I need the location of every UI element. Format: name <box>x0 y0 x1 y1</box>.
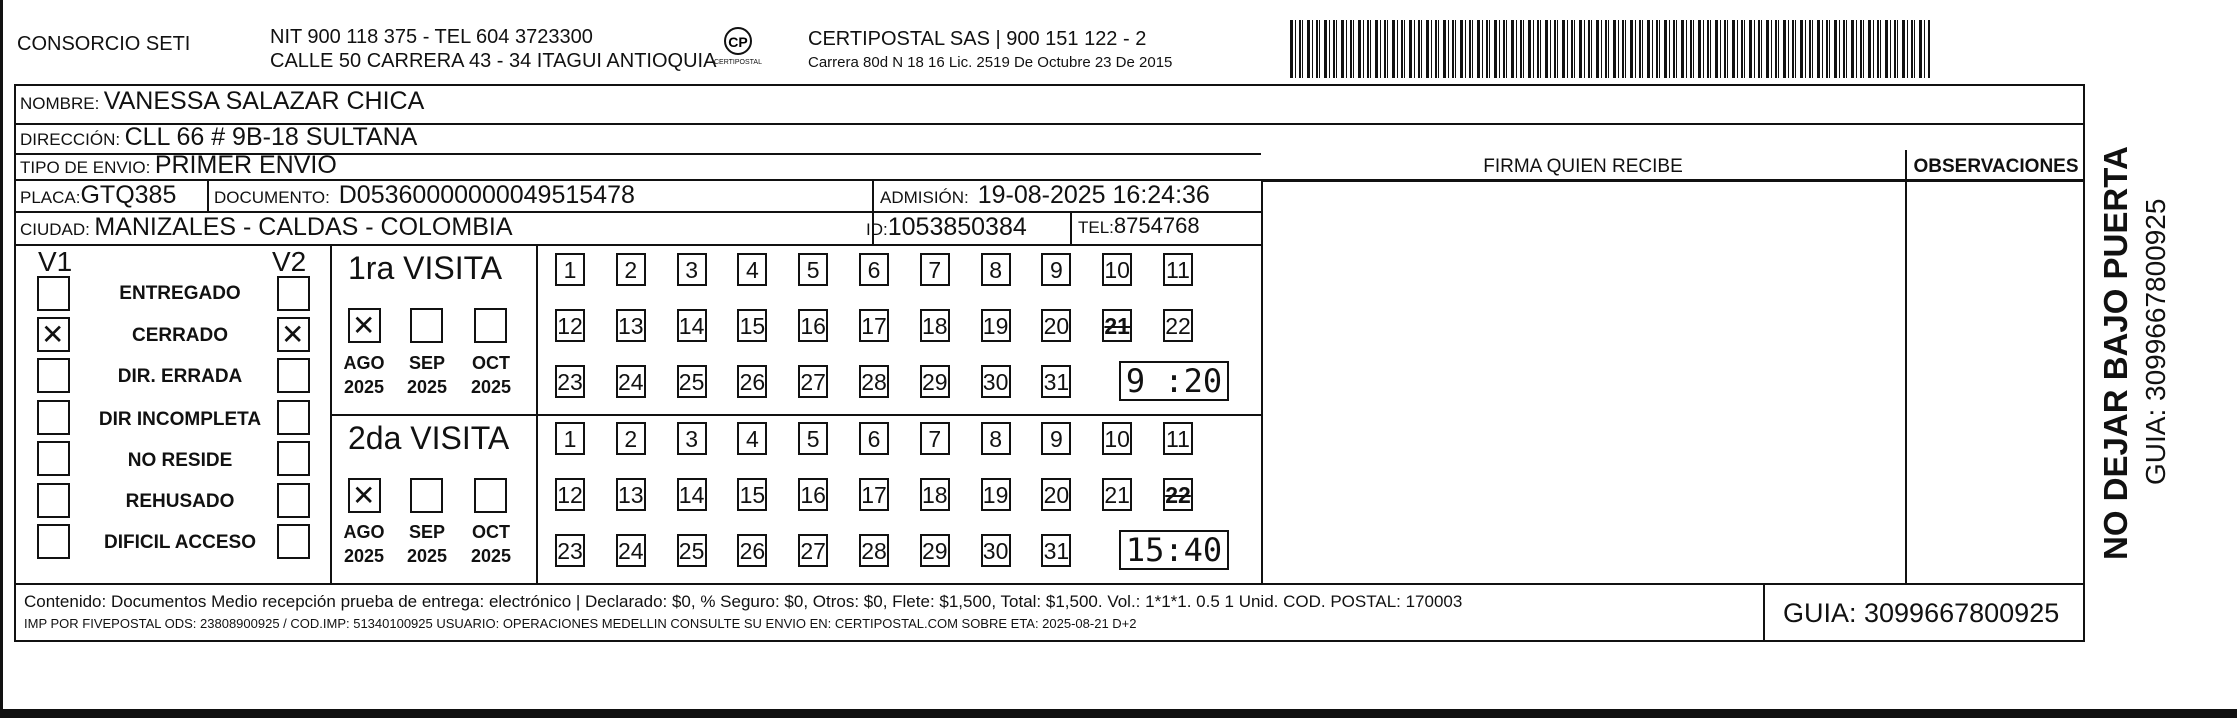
day-box[interactable]: 25 <box>677 534 707 567</box>
day-box[interactable]: 16 <box>798 478 828 511</box>
day-box[interactable]: 8 <box>981 253 1011 286</box>
day-box[interactable]: 8 <box>981 422 1011 455</box>
status-dir-incompleta: DIR INCOMPLETA <box>98 409 262 430</box>
logo-caption: CERTIPOSTAL <box>714 59 762 66</box>
v1-checkbox-no-reside[interactable] <box>37 441 70 476</box>
tel-row <box>1078 213 1200 239</box>
day-box[interactable]: 9 <box>1041 253 1071 286</box>
direccion-label: DIRECCIÓN: <box>20 130 121 149</box>
day-box[interactable]: 14 <box>677 478 707 511</box>
day-box[interactable]: 23 <box>555 534 585 567</box>
nit-line: NIT 900 118 375 - TEL 604 3723300 <box>270 26 593 48</box>
visit-1-time: 9 :20 <box>1119 361 1229 401</box>
status-entregado: ENTREGADO <box>119 283 241 304</box>
firma-header: FIRMA QUIEN RECIBE <box>1483 156 1683 177</box>
day-box[interactable]: 22 <box>1163 478 1193 511</box>
guia-footer: GUIA: 3099667800925 <box>1783 598 2060 628</box>
visit-2-month-oct[interactable] <box>474 478 507 513</box>
barcode <box>1290 20 1930 78</box>
day-box[interactable]: 18 <box>920 309 950 342</box>
day-box[interactable]: 4 <box>737 253 767 286</box>
day-box[interactable]: 29 <box>920 534 950 567</box>
day-box[interactable]: 11 <box>1163 422 1193 455</box>
documento-row <box>214 181 635 210</box>
visit-2-month-label: OCT <box>472 522 510 542</box>
visit-1-year-label: 2025 <box>470 377 512 397</box>
day-box[interactable]: 7 <box>920 422 950 455</box>
v2-checkbox-rehusado[interactable] <box>277 483 310 518</box>
day-box[interactable]: 2 <box>616 422 646 455</box>
day-box[interactable]: 22 <box>1163 309 1193 342</box>
day-box[interactable]: 17 <box>859 478 889 511</box>
day-box[interactable]: 26 <box>737 534 767 567</box>
day-box[interactable]: 20 <box>1041 478 1071 511</box>
certipostal-logo <box>705 25 771 75</box>
day-box[interactable]: 12 <box>555 478 585 511</box>
day-box[interactable]: 7 <box>920 253 950 286</box>
visit-1-month-label: SEP <box>408 353 446 373</box>
id-value: 1053850384 <box>887 213 1027 241</box>
observaciones-area[interactable] <box>1907 182 2085 583</box>
day-box[interactable]: 1 <box>555 253 585 286</box>
v2-checkbox-cerrado[interactable] <box>277 317 310 352</box>
visit-2-month-label: AGO <box>343 522 385 542</box>
ciudad-label: CIUDAD: <box>20 220 90 239</box>
documento-label: DOCUMENTO: <box>214 188 330 207</box>
day-box[interactable]: 27 <box>798 534 828 567</box>
day-box[interactable]: 23 <box>555 365 585 398</box>
day-box[interactable]: 12 <box>555 309 585 342</box>
day-box[interactable]: 14 <box>677 309 707 342</box>
status-rehusado: REHUSADO <box>125 491 235 512</box>
day-box[interactable]: 6 <box>859 422 889 455</box>
placa-value: GTQ385 <box>80 181 177 209</box>
x-mark-icon: ✕ <box>352 479 376 512</box>
day-box[interactable]: 27 <box>798 365 828 398</box>
day-box[interactable]: 24 <box>616 365 646 398</box>
visit-1-month-label: AGO <box>343 353 385 373</box>
day-box[interactable]: 20 <box>1041 309 1071 342</box>
day-box[interactable]: 31 <box>1041 534 1071 567</box>
v1-checkbox-rehusado[interactable] <box>37 483 70 518</box>
visit-2-year-label: 2025 <box>406 546 448 566</box>
nombre-label: NOMBRE: <box>20 94 100 113</box>
x-mark-icon: ✕ <box>41 318 65 351</box>
status-cerrado: CERRADO <box>131 325 229 346</box>
observaciones-header: OBSERVACIONES <box>1913 156 2079 177</box>
visit-2-month-ago[interactable] <box>348 478 381 513</box>
day-box[interactable]: 24 <box>616 534 646 567</box>
v1-checkbox-cerrado[interactable] <box>37 317 70 352</box>
placa-row <box>20 181 176 210</box>
day-box[interactable]: 17 <box>859 309 889 342</box>
day-box[interactable]: 13 <box>616 478 646 511</box>
day-box[interactable]: 10 <box>1102 253 1132 286</box>
day-box[interactable]: 18 <box>920 478 950 511</box>
day-box[interactable]: 9 <box>1041 422 1071 455</box>
day-box[interactable]: 19 <box>981 309 1011 342</box>
v2-checkbox-dir-incompleta[interactable] <box>277 400 310 435</box>
visit-2-title: 2da VISITA <box>348 420 510 456</box>
day-box[interactable]: 29 <box>920 365 950 398</box>
visit-1-month-ago[interactable] <box>348 308 381 343</box>
tipo-value: PRIMER ENVIO <box>154 151 337 179</box>
x-mark-icon: ✕ <box>281 318 305 351</box>
visit-2-time: 15:40 <box>1119 530 1229 570</box>
nombre-row <box>20 87 424 116</box>
admision-row <box>880 181 1210 210</box>
ciudad-row <box>20 213 513 242</box>
v2-checkbox-dificil-acceso[interactable] <box>277 524 310 559</box>
v2-checkbox-entregado[interactable] <box>277 276 310 311</box>
admision-value: 19-08-2025 16:24:36 <box>977 181 1210 209</box>
day-box[interactable]: 15 <box>737 309 767 342</box>
status-dir-errada: DIR. ERRADA <box>117 366 243 387</box>
visit-2-year-label: 2025 <box>343 546 385 566</box>
v2-checkbox-dir-errada[interactable] <box>277 358 310 393</box>
svg-text:CP: CP <box>728 34 748 50</box>
day-box[interactable]: 10 <box>1102 422 1132 455</box>
status-dificil-acceso: DIFICIL ACCESO <box>103 532 256 553</box>
visit-1-month-sep[interactable] <box>410 308 443 343</box>
company-name: CONSORCIO SETI <box>17 33 191 55</box>
side-guia: GUIA: 3099667800925 <box>2140 198 2171 485</box>
day-box[interactable]: 4 <box>737 422 767 455</box>
direccion-row <box>20 123 417 152</box>
status-no-reside: NO RESIDE <box>127 450 233 471</box>
day-box[interactable]: 3 <box>677 422 707 455</box>
day-box[interactable]: 28 <box>859 365 889 398</box>
day-box[interactable]: 21 <box>1102 478 1132 511</box>
certipostal-line: CERTIPOSTAL SAS | 900 151 122 - 2 <box>808 28 1147 50</box>
v1-checkbox-entregado[interactable] <box>37 276 70 311</box>
visit-1-year-label: 2025 <box>406 377 448 397</box>
day-box[interactable]: 30 <box>981 534 1011 567</box>
day-box[interactable]: 19 <box>981 478 1011 511</box>
id-row <box>866 213 1027 242</box>
visit-2-month-label: SEP <box>408 522 446 542</box>
direccion-value: CLL 66 # 9B-18 SULTANA <box>124 123 418 151</box>
day-box[interactable]: 15 <box>737 478 767 511</box>
id-label: ID: <box>866 220 888 239</box>
day-box[interactable]: 16 <box>798 309 828 342</box>
placa-label: PLACA: <box>20 188 81 207</box>
visit-2-month-sep[interactable] <box>410 478 443 513</box>
visit-1-title: 1ra VISITA <box>348 250 503 286</box>
day-box[interactable]: 3 <box>677 253 707 286</box>
v2-label: V2 <box>272 246 307 277</box>
v1-checkbox-dificil-acceso[interactable] <box>37 524 70 559</box>
address-line: CALLE 50 CARRERA 43 - 34 ITAGUI ANTIOQUIA <box>270 50 717 72</box>
day-box[interactable]: 5 <box>798 422 828 455</box>
no-dejar-warning: NO DEJAR BAJO PUERTA <box>2097 146 2134 560</box>
tel-value: 8754768 <box>1113 213 1200 238</box>
contenido-line: Contenido: Documentos Medio recepción prueba de entrega: electrónico | Declarado: $0, % Seguro: $0, Otros: $0, Flete: $1,500, Total: $1,500. Vol.: 1*1*1. 0.5 1 Unid. COD. POSTAL: 170003 <box>24 592 1463 611</box>
day-box[interactable]: 13 <box>616 309 646 342</box>
bottom-border <box>0 709 2237 718</box>
day-box[interactable]: 25 <box>677 365 707 398</box>
left-border <box>0 0 3 718</box>
tel-label: TEL: <box>1078 218 1114 237</box>
day-box[interactable]: 31 <box>1041 365 1071 398</box>
imp-line: IMP POR FIVEPOSTAL ODS: 23808900925 / COD.IMP: 51340100925 USUARIO: OPERACIONES MEDELLIN CONSULTE SU ENVIO EN: CERTIPOSTAL.COM SOBRE ETA: 2025-08-21 D+2 <box>24 616 1137 631</box>
day-box[interactable]: 1 <box>555 422 585 455</box>
visit-1-month-oct[interactable] <box>474 308 507 343</box>
day-box[interactable]: 26 <box>737 365 767 398</box>
day-box[interactable]: 6 <box>859 253 889 286</box>
license-line: Carrera 80d N 18 16 Lic. 2519 De Octubre 23 De 2015 <box>808 54 1173 71</box>
admision-label: ADMISIÓN: <box>880 188 969 207</box>
v2-checkbox-no-reside[interactable] <box>277 441 310 476</box>
tipo-label: TIPO DE ENVIO: <box>20 158 151 177</box>
firma-area[interactable] <box>1263 182 1905 583</box>
ciudad-value: MANIZALES - CALDAS - COLOMBIA <box>94 213 513 241</box>
tipo-row <box>20 151 337 180</box>
day-box[interactable]: 5 <box>798 253 828 286</box>
v1-checkbox-dir-errada[interactable] <box>37 358 70 393</box>
day-box[interactable]: 30 <box>981 365 1011 398</box>
day-box[interactable]: 21 <box>1102 309 1132 342</box>
visit-1-year-label: 2025 <box>343 377 385 397</box>
day-box[interactable]: 2 <box>616 253 646 286</box>
visit-2-year-label: 2025 <box>470 546 512 566</box>
day-box[interactable]: 11 <box>1163 253 1193 286</box>
x-mark-icon: ✕ <box>352 309 376 342</box>
documento-value: D05360000000049515478 <box>338 181 635 209</box>
v1-checkbox-dir-incompleta[interactable] <box>37 400 70 435</box>
nombre-value: VANESSA SALAZAR CHICA <box>103 87 425 115</box>
visit-1-month-label: OCT <box>472 353 510 373</box>
day-box[interactable]: 28 <box>859 534 889 567</box>
v1-label: V1 <box>38 246 73 277</box>
